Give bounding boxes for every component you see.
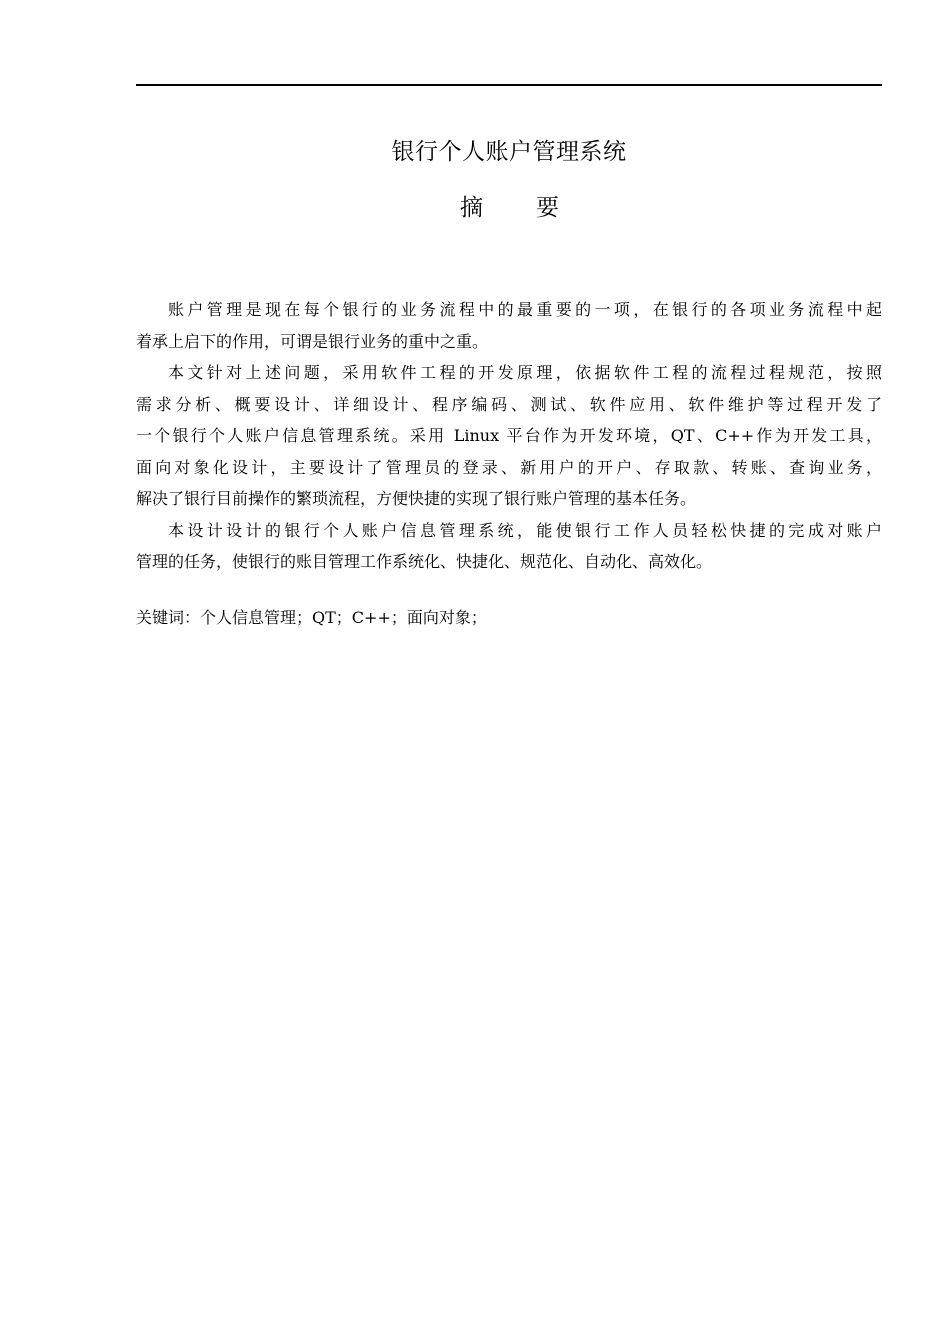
abstract-paragraph-2 bbox=[136, 357, 882, 515]
header-rule bbox=[136, 84, 882, 86]
paragraph-line: 解决了银行目前操作的繁琐流程，方便快捷的实现了银行账户管理的基本任务。 bbox=[136, 489, 697, 508]
abstract-paragraph-3 bbox=[136, 515, 882, 578]
abstract-heading-char-1: 摘 bbox=[460, 195, 483, 221]
keywords-text: 个人信息管理；QT；C++；面向对象； bbox=[200, 608, 487, 627]
keywords-label: 关键词： bbox=[136, 608, 201, 627]
abstract-paragraph-1 bbox=[136, 294, 882, 357]
keywords-line bbox=[136, 603, 882, 633]
paragraph-line: 本文针对上述问题，采用软件工程的开发原理，依据软件工程的流程过程规范，按照 bbox=[168, 363, 882, 382]
paragraph-line: 面向对象化设计，主要设计了管理员的登录、新用户的开户、存取款、转账、查询业务， bbox=[136, 457, 882, 477]
paragraph-line: 一个银行个人账户信息管理系统。采用 Linux 平台作为开发环境，QT、C++作为开发工具， bbox=[136, 426, 882, 445]
abstract-heading-char-2: 要 bbox=[536, 195, 559, 221]
abstract-body bbox=[136, 294, 882, 578]
paragraph-line: 管理的任务，使银行的账目管理工作系统化、快捷化、规范化、自动化、高效化。 bbox=[136, 552, 713, 571]
document-title: 银行个人账户管理系统 bbox=[391, 139, 627, 165]
paragraph-line: 本设计设计的银行个人账户信息管理系统，能使银行工作人员轻松快捷的完成对账户 bbox=[168, 520, 882, 540]
paragraph-line: 着承上启下的作用，可谓是银行业务的重中之重。 bbox=[136, 331, 489, 351]
paragraph-line: 账户管理是现在每个银行的业务流程中的最重要的一项，在银行的各项业务流程中起 bbox=[168, 300, 882, 319]
paragraph-line: 需求分析、概要设计、详细设计、程序编码、测试、软件应用、软件维护等过程开发了 bbox=[136, 394, 882, 414]
